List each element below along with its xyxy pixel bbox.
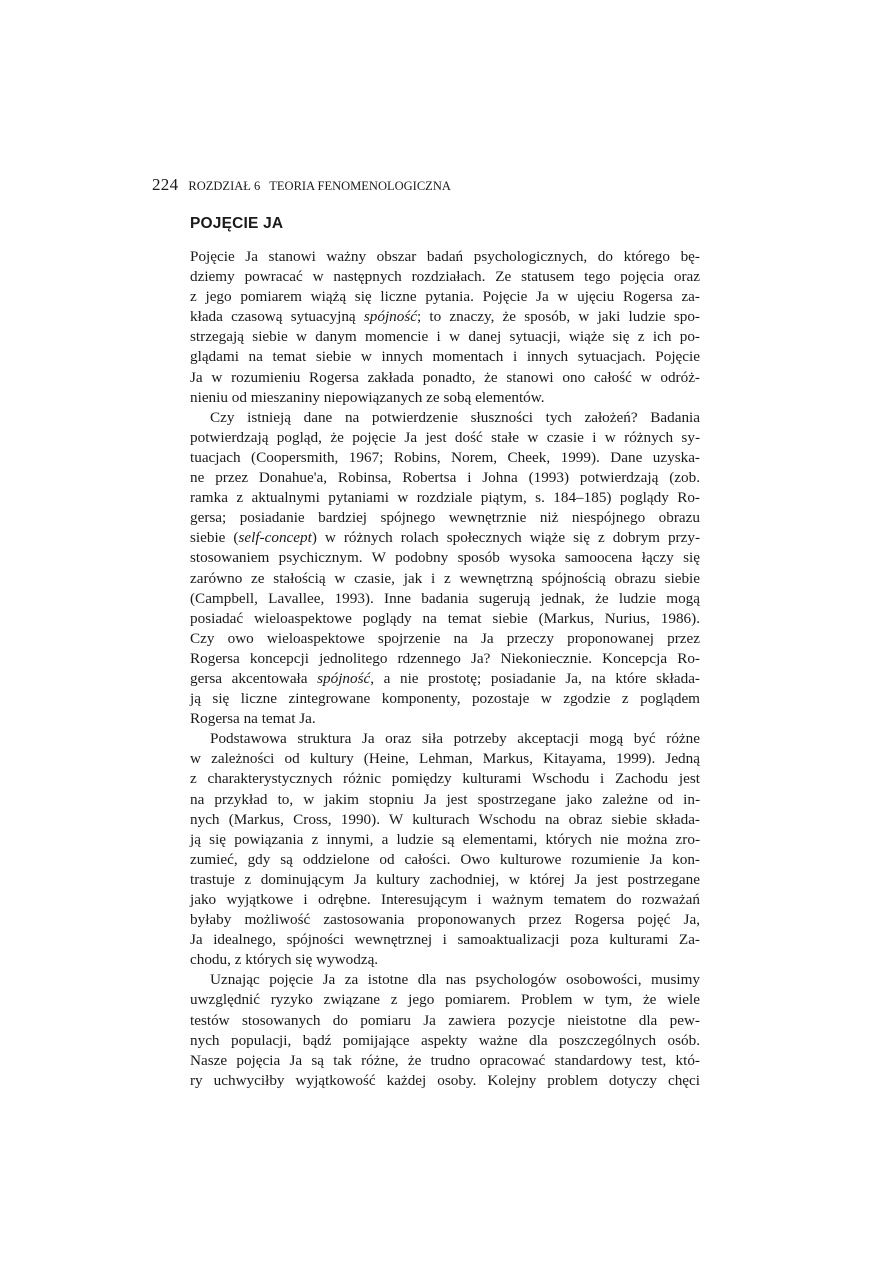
text-line: testów stosowanych do pomiaru Ja zawiera pozycje nieistotne dla pew- [190, 1011, 700, 1029]
text-line: nych populacji, bądź pomijające aspekty ważne dla poszczególnych osób. [190, 1031, 700, 1049]
text-line: zarówno ze stałością w czasie, jak i z wewnętrzną spójnością obrazu siebie [190, 569, 700, 587]
text-line: ją się powiązania z innymi, a ludzie są elementami, których nie można zro- [190, 830, 700, 848]
text-line: w zależności od kultury (Heine, Lehman, Markus, Kitayama, 1999). Jedną [190, 750, 700, 768]
text-line: posiadać wieloaspektowe poglądy na temat siebie (Markus, Nurius, 1986). [190, 609, 700, 627]
text-line: strzegają siebie w danym momencie i w danej sytuacji, wiąże się z ich po- [190, 328, 700, 346]
text-line: chodu, z których się wywodzą. [190, 951, 379, 969]
text-line: ne przez Donahue'a, Robinsa, Robertsa i Johna (1993) potwierdzają (zob. [190, 469, 700, 487]
text-line: Uznając pojęcie Ja za istotne dla nas psychologów osobowości, musimy [210, 971, 700, 989]
text-line: Ja idealnego, spójności wewnętrznej i samoaktualizacji poza kulturami Za- [190, 931, 700, 949]
text-line: Podstawowa struktura Ja oraz siła potrzeby akceptacji mogą być różne [210, 730, 700, 748]
section-heading: POJĘCIE JA [190, 215, 284, 232]
text-line: Rogersa koncepcji jednolitego rdzennego Ja? Niekoniecznie. Koncepcja Ro- [190, 649, 700, 667]
text-line: byłaby możliwość zastosowania proponowanych przez Rogersa pojęć Ja, [190, 911, 700, 929]
text-line: gersa akcentowała spójność, a nie prostotę; posiadanie Ja, na które składa- [190, 669, 700, 687]
text-line: z charakterystycznych różnic pomiędzy kulturami Wschodu i Zachodu jest [190, 770, 700, 788]
body-text [190, 247, 700, 1091]
text-line: uwzględnić ryzyko związane z jego pomiarem. Problem w tym, że wiele [190, 991, 700, 1009]
text-line: ramka z aktualnymi pytaniami w rozdziale piątym, s. 184–185) poglądy Ro- [190, 489, 700, 507]
text-line: trastuje z dominującym Ja kultury zachodniej, w której Ja jest postrzegane [190, 870, 700, 888]
text-line: siebie (self-concept) w różnych rolach społecznych wiąże się z dobrym przy- [190, 529, 701, 547]
text-line: gersa; posiadanie bardziej spójnego wewnętrznie niż niespójnego obrazu [190, 509, 700, 527]
text-line: Ja w rozumieniu Rogersa zakłada ponadto, że stanowi ono całość w odróż- [190, 368, 700, 386]
text-line: glądami na temat siebie w innych momentach i innych sytuacjach. Pojęcie [190, 348, 700, 366]
text-line: dziemy powracać w następnych rozdziałach. Ze statusem tego pojęcia oraz [190, 268, 700, 286]
page-number: 224 [152, 175, 179, 194]
text-line: potwierdzają pogląd, że pojęcie Ja jest dość stałe w czasie i w różnych sy- [190, 428, 700, 446]
chapter-title: TEORIA FENOMENOLOGICZNA [269, 179, 451, 193]
text-line: ją się liczne zintegrowane komponenty, pozostaje w zgodzie z poglądem [190, 690, 700, 708]
text-line: na przykład to, w jakim stopniu Ja jest spostrzegane jako zależne od in- [190, 790, 700, 808]
text-line: tuacjach (Coopersmith, 1967; Robins, Norem, Cheek, 1999). Dane uzyska- [190, 448, 700, 466]
text-line: jako wyjątkowe i odrębne. Interesującym i ważnym tematem do rozważań [190, 891, 700, 908]
text-line: stosowaniem psychicznym. W podobny sposób wysoka samoocena łączy się [190, 549, 700, 567]
text-line: Czy istnieją dane na potwierdzenie słuszności tych założeń? Badania [210, 408, 700, 426]
text-line: Czy owo wieloaspektowe spojrzenie na Ja przeczy proponowanej przez [190, 629, 700, 647]
chapter-label: ROZDZIAŁ 6 [188, 179, 261, 193]
text-line: ry uchwyciłby wyjątkowość każdej osoby. Kolejny problem dotyczy chęci [190, 1071, 700, 1089]
text-line: z jego pomiarem wiążą się liczne pytania. Pojęcie Ja w ujęciu Rogersa za- [190, 288, 700, 306]
text-line: nieniu od mieszaniny niepowiązanych ze sobą elementów. [190, 388, 545, 406]
text-line: kłada czasową sytuacyjną spójność; to znaczy, że sposób, w jaki ludzie spo- [190, 308, 700, 326]
running-head [152, 175, 451, 196]
text-line: (Campbell, Lavallee, 1993). Inne badania sugerują jednak, że ludzie mogą [190, 589, 700, 607]
text-line: Pojęcie Ja stanowi ważny obszar badań psychologicznych, do którego bę- [190, 248, 700, 265]
text-line: nych (Markus, Cross, 1990). W kulturach Wschodu na obraz siebie składa- [190, 810, 700, 828]
text-line: Rogersa na temat Ja. [190, 710, 316, 728]
text-line: zumieć, gdy są oddzielone od całości. Owo kulturowe rozumienie Ja kon- [190, 850, 700, 868]
text-line: Nasze pojęcia Ja są tak różne, że trudno opracować standardowy test, któ- [190, 1051, 700, 1069]
